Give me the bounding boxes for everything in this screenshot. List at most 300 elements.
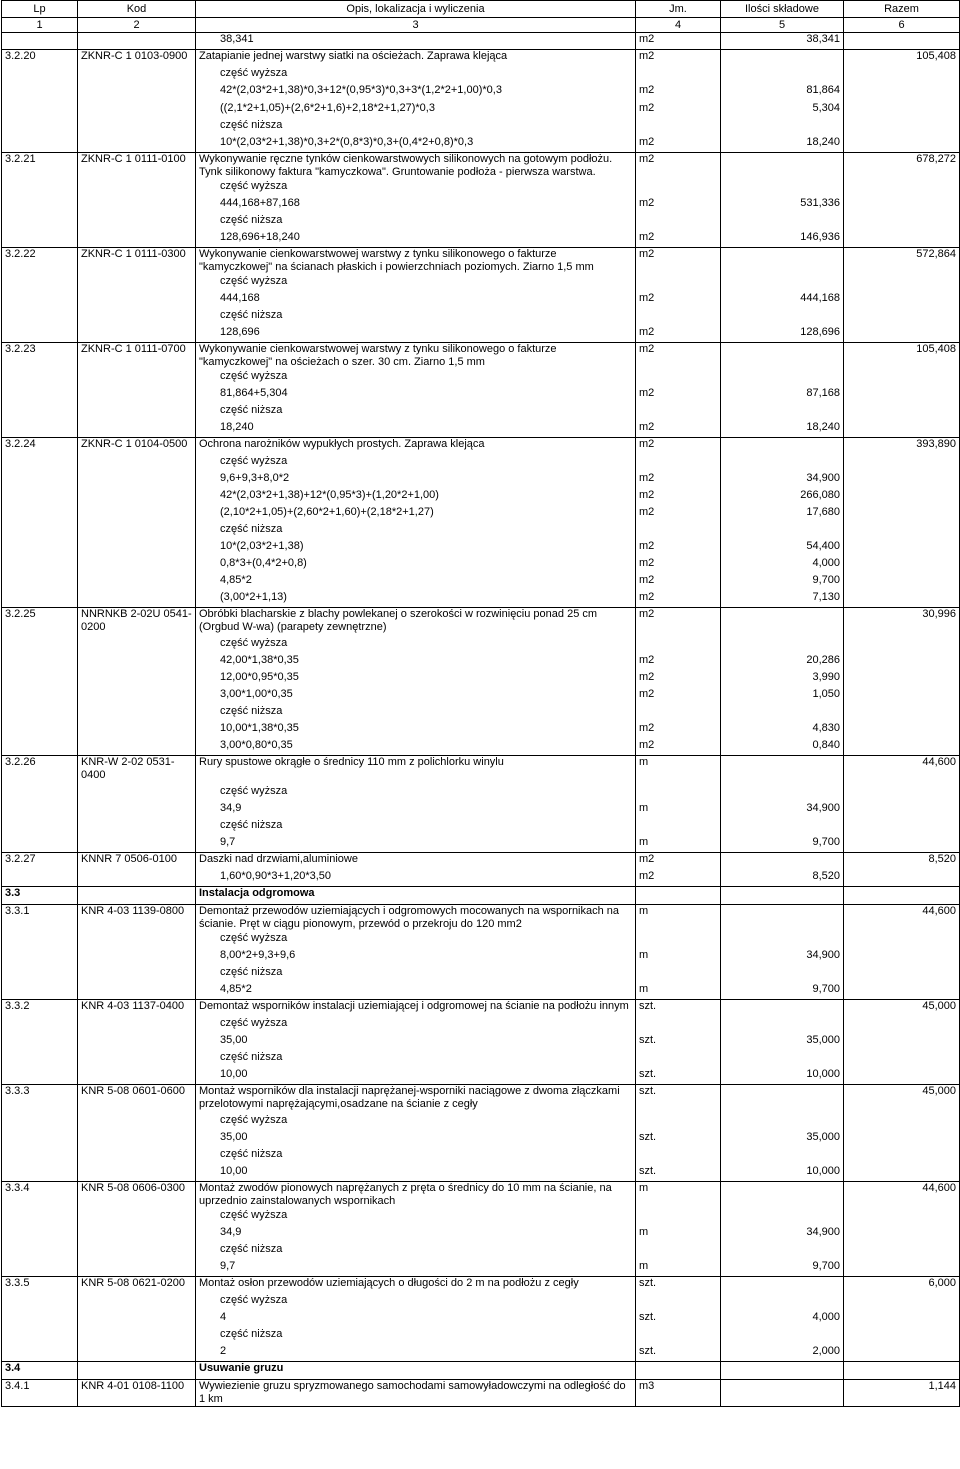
component-quantity-cell	[721, 905, 844, 932]
catalog-code-cell	[78, 785, 196, 802]
description-cell: ((2,1*2+1,05)+(2,6*2+1,6)+2,18*2+1,27)*0,3	[196, 102, 636, 119]
unit-cell	[636, 404, 721, 421]
unit-cell: m2	[636, 197, 721, 214]
unit-cell	[636, 309, 721, 326]
position-number-cell: 3.3.2	[2, 1000, 78, 1017]
description-cell: część niższa	[196, 966, 636, 983]
total-quantity-cell	[844, 1017, 960, 1034]
calculation-row	[2, 1260, 960, 1277]
description-cell: Demontaż przewodów uziemiających i odgromowych mocowanych na wspornikach na ścianie. Pręt w ciągu pionowym, przewód o przekroju do 120 mm2	[196, 905, 636, 932]
position-number-cell: 3.2.21	[2, 153, 78, 180]
unit-cell	[636, 785, 721, 802]
catalog-code-cell	[78, 404, 196, 421]
position-number-cell	[2, 705, 78, 722]
position-number-cell	[2, 983, 78, 1000]
unit-cell: szt.	[636, 1068, 721, 1085]
description-cell: Instalacja odgromowa	[196, 887, 636, 905]
total-quantity-cell	[844, 688, 960, 705]
total-quantity-cell	[844, 739, 960, 756]
header-lp: Lp	[2, 1, 78, 18]
position-number-cell: 3.3.1	[2, 905, 78, 932]
catalog-code-cell	[78, 1034, 196, 1051]
unit-cell: m2	[636, 654, 721, 671]
position-number-cell	[2, 1165, 78, 1182]
unit-cell	[636, 1328, 721, 1345]
component-quantity-cell: 35,000	[721, 1034, 844, 1051]
position-number-cell	[2, 370, 78, 387]
catalog-code-cell	[78, 1328, 196, 1345]
component-quantity-cell	[721, 438, 844, 455]
total-quantity-cell	[844, 540, 960, 557]
component-quantity-cell	[721, 1000, 844, 1017]
total-quantity-cell	[844, 1311, 960, 1328]
catalog-code-cell	[78, 214, 196, 231]
calculation-row	[2, 1311, 960, 1328]
calculation-row	[2, 574, 960, 591]
estimate-table	[1, 0, 960, 1407]
catalog-code-cell	[78, 932, 196, 949]
component-quantity-cell: 18,240	[721, 136, 844, 153]
calculation-row	[2, 785, 960, 802]
total-quantity-cell: 393,890	[844, 438, 960, 455]
position-number-cell: 3.2.25	[2, 608, 78, 637]
calculation-row	[2, 1209, 960, 1226]
position-number-cell	[2, 688, 78, 705]
unit-cell	[636, 1114, 721, 1131]
component-quantity-cell	[721, 637, 844, 654]
column-number: 3	[196, 18, 636, 33]
total-quantity-cell	[844, 966, 960, 983]
unit-cell	[636, 67, 721, 84]
total-quantity-cell	[844, 292, 960, 309]
description-cell: 4,85*2	[196, 983, 636, 1000]
total-quantity-cell	[844, 1362, 960, 1380]
position-number-cell: 3.3.5	[2, 1277, 78, 1294]
description-cell: 10*(2,03*2+1,38)	[196, 540, 636, 557]
catalog-code-cell	[78, 1226, 196, 1243]
component-quantity-cell: 266,080	[721, 489, 844, 506]
position-number-cell	[2, 540, 78, 557]
calculation-row	[2, 1114, 960, 1131]
component-quantity-cell	[721, 1294, 844, 1311]
section-row	[2, 1362, 960, 1380]
position-number-cell: 3.4.1	[2, 1380, 78, 1407]
unit-cell: m	[636, 905, 721, 932]
catalog-code-cell: ZKNR-C 1 0111-0700	[78, 343, 196, 370]
calculation-row	[2, 1051, 960, 1068]
catalog-code-cell	[78, 119, 196, 136]
calculation-row	[2, 387, 960, 404]
component-quantity-cell: 34,900	[721, 1226, 844, 1243]
calculation-row	[2, 180, 960, 197]
position-number-cell	[2, 523, 78, 540]
unit-cell: m2	[636, 84, 721, 102]
catalog-code-cell	[78, 387, 196, 404]
component-quantity-cell: 146,936	[721, 231, 844, 248]
calculation-row	[2, 404, 960, 421]
position-number-cell	[2, 472, 78, 489]
unit-cell: m2	[636, 248, 721, 275]
position-number-cell	[2, 102, 78, 119]
position-number-cell	[2, 33, 78, 50]
total-quantity-cell	[844, 574, 960, 591]
description-cell: 9,6+9,3+8,0*2	[196, 472, 636, 489]
total-quantity-cell	[844, 932, 960, 949]
position-number-cell: 3.2.20	[2, 50, 78, 67]
position-number-cell	[2, 455, 78, 472]
position-number-cell	[2, 591, 78, 608]
position-number-cell	[2, 870, 78, 887]
component-quantity-cell: 10,000	[721, 1068, 844, 1085]
position-number-cell: 3.3.3	[2, 1085, 78, 1114]
component-quantity-cell	[721, 455, 844, 472]
position-number-cell	[2, 1243, 78, 1260]
unit-cell	[636, 370, 721, 387]
position-number-cell	[2, 785, 78, 802]
position-number-cell: 3.2.24	[2, 438, 78, 455]
component-quantity-cell: 9,700	[721, 983, 844, 1000]
position-number-cell	[2, 84, 78, 102]
total-quantity-cell: 44,600	[844, 756, 960, 785]
total-quantity-cell	[844, 1260, 960, 1277]
catalog-code-cell: KNR-W 2-02 0531-0400	[78, 756, 196, 785]
calculation-row	[2, 1226, 960, 1243]
unit-cell	[636, 1209, 721, 1226]
calculation-row	[2, 102, 960, 119]
unit-cell	[636, 275, 721, 292]
calculation-row	[2, 932, 960, 949]
total-quantity-cell	[844, 506, 960, 523]
item-row	[2, 608, 960, 637]
total-quantity-cell	[844, 557, 960, 574]
component-quantity-cell	[721, 67, 844, 84]
calculation-row	[2, 136, 960, 153]
position-number-cell	[2, 1294, 78, 1311]
component-quantity-cell	[721, 404, 844, 421]
total-quantity-cell	[844, 136, 960, 153]
position-number-cell	[2, 739, 78, 756]
description-cell: 3,00*0,80*0,35	[196, 739, 636, 756]
unit-cell: m	[636, 802, 721, 819]
description-cell: 35,00	[196, 1131, 636, 1148]
position-number-cell	[2, 292, 78, 309]
calculation-row	[2, 370, 960, 387]
description-cell: część niższa	[196, 309, 636, 326]
calculation-row	[2, 1148, 960, 1165]
calculation-row	[2, 67, 960, 84]
calculation-row	[2, 197, 960, 214]
description-cell: 128,696+18,240	[196, 231, 636, 248]
calculation-row	[2, 802, 960, 819]
catalog-code-cell: KNR 4-03 1137-0400	[78, 1000, 196, 1017]
description-cell: część niższa	[196, 1328, 636, 1345]
total-quantity-cell	[844, 887, 960, 905]
component-quantity-cell: 35,000	[721, 1131, 844, 1148]
component-quantity-cell	[721, 785, 844, 802]
component-quantity-cell: 34,900	[721, 472, 844, 489]
component-quantity-cell	[721, 119, 844, 136]
catalog-code-cell	[78, 33, 196, 50]
component-quantity-cell	[721, 1362, 844, 1380]
description-cell: Wywiezienie gruzu spryzmowanego samochodami samowyładowczymi na odległość do 1 km	[196, 1380, 636, 1407]
catalog-code-cell	[78, 722, 196, 739]
catalog-code-cell	[78, 540, 196, 557]
position-number-cell: 3.3	[2, 887, 78, 905]
calculation-row	[2, 489, 960, 506]
position-number-cell	[2, 637, 78, 654]
component-quantity-cell: 81,864	[721, 84, 844, 102]
position-number-cell	[2, 722, 78, 739]
unit-cell: m2	[636, 102, 721, 119]
component-quantity-cell: 9,700	[721, 1260, 844, 1277]
unit-cell: m2	[636, 870, 721, 887]
total-quantity-cell: 6,000	[844, 1277, 960, 1294]
component-quantity-cell: 0,840	[721, 739, 844, 756]
unit-cell	[636, 966, 721, 983]
component-quantity-cell: 4,000	[721, 557, 844, 574]
description-cell: część wyższa	[196, 455, 636, 472]
position-number-cell	[2, 67, 78, 84]
position-number-cell	[2, 136, 78, 153]
catalog-code-cell	[78, 870, 196, 887]
component-quantity-cell: 18,240	[721, 421, 844, 438]
calculation-row	[2, 421, 960, 438]
description-cell: 10,00	[196, 1165, 636, 1182]
component-quantity-cell	[721, 819, 844, 836]
description-cell: Montaż osłon przewodów uziemiających o długości do 2 m na podłożu z cegły	[196, 1277, 636, 1294]
description-cell: część wyższa	[196, 785, 636, 802]
total-quantity-cell	[844, 455, 960, 472]
catalog-code-cell: NNRNKB 2-02U 0541-0200	[78, 608, 196, 637]
description-cell: część wyższa	[196, 1114, 636, 1131]
total-quantity-cell	[844, 309, 960, 326]
position-number-cell	[2, 949, 78, 966]
unit-cell	[636, 214, 721, 231]
catalog-code-cell: KNR 4-01 0108-1100	[78, 1380, 196, 1407]
description-cell: część niższa	[196, 705, 636, 722]
description-cell: (3,00*2+1,13)	[196, 591, 636, 608]
item-row	[2, 438, 960, 455]
component-quantity-cell: 87,168	[721, 387, 844, 404]
total-quantity-cell: 105,408	[844, 50, 960, 67]
catalog-code-cell: KNR 4-03 1139-0800	[78, 905, 196, 932]
catalog-code-cell	[78, 506, 196, 523]
position-number-cell	[2, 1260, 78, 1277]
catalog-code-cell	[78, 688, 196, 705]
unit-cell: m2	[636, 557, 721, 574]
catalog-code-cell	[78, 802, 196, 819]
unit-cell: szt.	[636, 1034, 721, 1051]
calculation-row	[2, 1345, 960, 1362]
position-number-cell	[2, 1131, 78, 1148]
component-quantity-cell: 17,680	[721, 506, 844, 523]
position-number-cell	[2, 1226, 78, 1243]
description-cell: Zatapianie jednej warstwy siatki na ościeżach. Zaprawa klejąca	[196, 50, 636, 67]
catalog-code-cell	[78, 1311, 196, 1328]
description-cell: część wyższa	[196, 370, 636, 387]
catalog-code-cell	[78, 1209, 196, 1226]
unit-cell: m2	[636, 688, 721, 705]
component-quantity-cell	[721, 1328, 844, 1345]
catalog-code-cell	[78, 887, 196, 905]
total-quantity-cell	[844, 1294, 960, 1311]
total-quantity-cell	[844, 197, 960, 214]
unit-cell: m2	[636, 438, 721, 455]
catalog-code-cell	[78, 819, 196, 836]
catalog-code-cell	[78, 1165, 196, 1182]
position-number-cell: 3.2.26	[2, 756, 78, 785]
calculation-row	[2, 540, 960, 557]
description-cell: Wykonywanie ręczne tynków cienkowarstwowych silikonowych na gotowym podłożu. Tynk silikonowy faktura "kamyczkowa". Gruntowanie podłoża - pierwsza warstwa.	[196, 153, 636, 180]
description-cell: część niższa	[196, 119, 636, 136]
component-quantity-cell	[721, 523, 844, 540]
description-cell: Rury spustowe okrągłe o średnicy 110 mm z polichlorku winylu	[196, 756, 636, 785]
column-number: 2	[78, 18, 196, 33]
calculation-row	[2, 557, 960, 574]
calculation-row	[2, 705, 960, 722]
position-number-cell	[2, 1034, 78, 1051]
calculation-row	[2, 523, 960, 540]
table-body	[2, 33, 960, 1407]
component-quantity-cell	[721, 1051, 844, 1068]
component-quantity-cell	[721, 214, 844, 231]
description-cell: część wyższa	[196, 1294, 636, 1311]
description-cell: 10,00	[196, 1068, 636, 1085]
item-row	[2, 153, 960, 180]
description-cell: Wykonywanie cienkowarstwowej warstwy z tynku silikonowego o fakturze "kamyczkowej" na ścianach płaskich i powierzchniach poziomych. Ziarno 1,5 mm	[196, 248, 636, 275]
unit-cell: m2	[636, 540, 721, 557]
catalog-code-cell	[78, 1243, 196, 1260]
component-quantity-cell	[721, 248, 844, 275]
calculation-row	[2, 1131, 960, 1148]
description-cell: część niższa	[196, 1051, 636, 1068]
description-cell: Ochrona narożników wypukłych prostych. Zaprawa klejąca	[196, 438, 636, 455]
total-quantity-cell	[844, 231, 960, 248]
calculation-row	[2, 119, 960, 136]
calculation-row	[2, 870, 960, 887]
calculation-row	[2, 722, 960, 739]
total-quantity-cell: 8,520	[844, 853, 960, 870]
unit-cell: m2	[636, 387, 721, 404]
unit-cell	[636, 1294, 721, 1311]
total-quantity-cell	[844, 1051, 960, 1068]
total-quantity-cell	[844, 370, 960, 387]
unit-cell: m2	[636, 591, 721, 608]
position-number-cell	[2, 404, 78, 421]
catalog-code-cell: ZKNR-C 1 0111-0300	[78, 248, 196, 275]
unit-cell	[636, 180, 721, 197]
total-quantity-cell	[844, 1148, 960, 1165]
total-quantity-cell	[844, 637, 960, 654]
unit-cell: m	[636, 1260, 721, 1277]
unit-cell: m2	[636, 343, 721, 370]
catalog-code-cell	[78, 180, 196, 197]
total-quantity-cell	[844, 1114, 960, 1131]
unit-cell	[636, 1243, 721, 1260]
description-cell: część wyższa	[196, 1209, 636, 1226]
catalog-code-cell	[78, 275, 196, 292]
description-cell: część wyższa	[196, 637, 636, 654]
position-number-cell	[2, 180, 78, 197]
calculation-row	[2, 983, 960, 1000]
catalog-code-cell	[78, 370, 196, 387]
unit-cell: m3	[636, 1380, 721, 1407]
component-quantity-cell	[721, 1085, 844, 1114]
catalog-code-cell	[78, 591, 196, 608]
catalog-code-cell	[78, 84, 196, 102]
catalog-code-cell	[78, 574, 196, 591]
position-number-cell	[2, 574, 78, 591]
unit-cell	[636, 119, 721, 136]
description-cell: 4	[196, 1311, 636, 1328]
component-quantity-cell: 4,000	[721, 1311, 844, 1328]
catalog-code-cell	[78, 1131, 196, 1148]
calculation-row	[2, 591, 960, 608]
description-cell: część niższa	[196, 1243, 636, 1260]
unit-cell	[636, 819, 721, 836]
component-quantity-cell: 5,304	[721, 102, 844, 119]
catalog-code-cell	[78, 654, 196, 671]
total-quantity-cell	[844, 119, 960, 136]
total-quantity-cell	[844, 836, 960, 853]
position-number-cell	[2, 506, 78, 523]
unit-cell: m2	[636, 722, 721, 739]
description-cell: 10*(2,03*2+1,38)*0,3+2*(0,8*3)*0,3+(0,4*2+0,8)*0,3	[196, 136, 636, 153]
position-number-cell	[2, 197, 78, 214]
total-quantity-cell	[844, 1131, 960, 1148]
unit-cell	[636, 932, 721, 949]
total-quantity-cell: 105,408	[844, 343, 960, 370]
description-cell: część niższa	[196, 1148, 636, 1165]
calculation-row	[2, 1034, 960, 1051]
catalog-code-cell	[78, 455, 196, 472]
calculation-row	[2, 506, 960, 523]
calculation-row	[2, 309, 960, 326]
catalog-code-cell	[78, 489, 196, 506]
total-quantity-cell	[844, 722, 960, 739]
unit-cell: szt.	[636, 1085, 721, 1114]
unit-cell: m2	[636, 853, 721, 870]
unit-cell: m2	[636, 489, 721, 506]
unit-cell: m2	[636, 50, 721, 67]
item-row	[2, 1085, 960, 1114]
description-cell: 18,240	[196, 421, 636, 438]
total-quantity-cell	[844, 819, 960, 836]
catalog-code-cell	[78, 1017, 196, 1034]
description-cell: Montaż wsporników dla instalacji naprężanej-wsporniki naciągowe z dwoma złączkami przelotowymi naprężającymi,osadzane na ścianie z cegły	[196, 1085, 636, 1114]
component-quantity-cell: 9,700	[721, 574, 844, 591]
component-quantity-cell: 10,000	[721, 1165, 844, 1182]
item-row	[2, 343, 960, 370]
catalog-code-cell	[78, 1068, 196, 1085]
position-number-cell	[2, 1114, 78, 1131]
catalog-code-cell	[78, 523, 196, 540]
description-cell: 0,8*3+(0,4*2+0,8)	[196, 557, 636, 574]
unit-cell	[636, 1362, 721, 1380]
unit-cell	[636, 705, 721, 722]
component-quantity-cell	[721, 1017, 844, 1034]
component-quantity-cell: 2,000	[721, 1345, 844, 1362]
unit-cell: szt.	[636, 1000, 721, 1017]
description-cell: Wykonywanie cienkowarstwowej warstwy z tynku silikonowego o fakturze "kamyczkowej" na ościeżach o szer. 30 cm. Ziarno 1,5 mm	[196, 343, 636, 370]
component-quantity-cell: 38,341	[721, 33, 844, 50]
total-quantity-cell	[844, 1165, 960, 1182]
description-cell: 9,7	[196, 836, 636, 853]
calculation-row	[2, 455, 960, 472]
position-number-cell	[2, 1345, 78, 1362]
total-quantity-cell	[844, 489, 960, 506]
calculation-row	[2, 966, 960, 983]
